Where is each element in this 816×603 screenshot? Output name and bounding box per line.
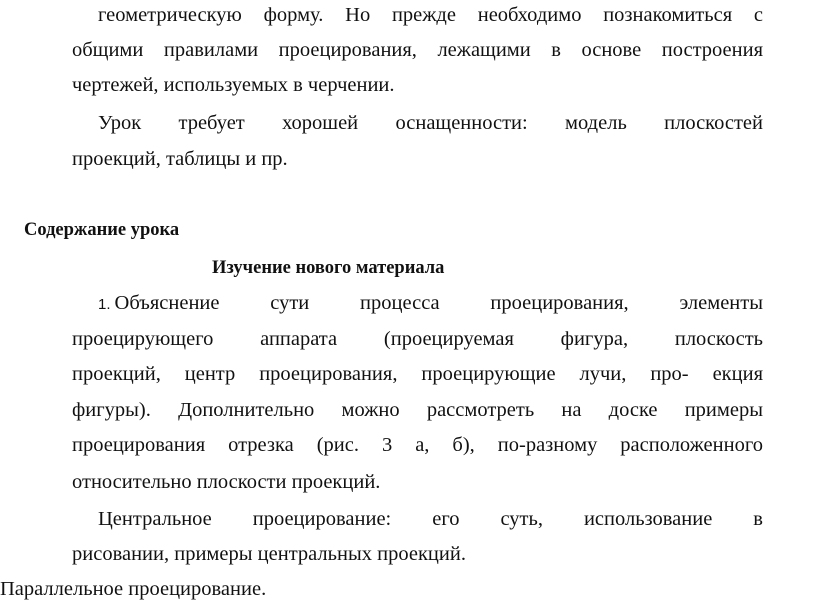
requirements-line-1: Урок требует хорошей оснащенности: модель плоскостей — [98, 112, 763, 134]
central-line-2: рисовании, примеры центральных проекций. — [72, 543, 466, 565]
item1-number: 1. — [98, 296, 111, 313]
item1-line-5: проецирования отрезка (рис. 3 а, б), по-разному расположенного — [72, 434, 763, 456]
parallel-projection-line: Параллельное проецирование. — [0, 578, 267, 600]
item1-line-1 — [98, 290, 763, 318]
item1-line-6: относительно плоскости проекций. — [72, 471, 381, 493]
item1-line-2: проецирующего аппарата (проецируемая фигура, плоскость — [72, 328, 763, 350]
new-material-heading: Изучение нового материала — [212, 258, 445, 278]
item1-line-4: фигуры). Дополнительно можно рассмотреть на доске примеры — [72, 399, 763, 421]
intro-line-2: общими правилами проецирования, лежащими в основе построения — [72, 39, 763, 61]
item1-line-3: проекций, центр проецирования, проецирующие лучи, про- екция — [72, 363, 763, 385]
intro-line-1: геометрическую форму. Но прежде необходимо познакомиться с — [98, 4, 763, 26]
central-line-1: Центральное проецирование: его суть, использование в — [98, 508, 763, 530]
item1-line-1-text: Объяснение сути процесса проецирования, элементы — [114, 292, 763, 314]
requirements-line-2: проекций, таблицы и пр. — [72, 148, 288, 170]
intro-line-3: чертежей, используемых в черчении. — [72, 74, 395, 96]
lesson-content-heading: Содержание урока — [24, 220, 180, 240]
